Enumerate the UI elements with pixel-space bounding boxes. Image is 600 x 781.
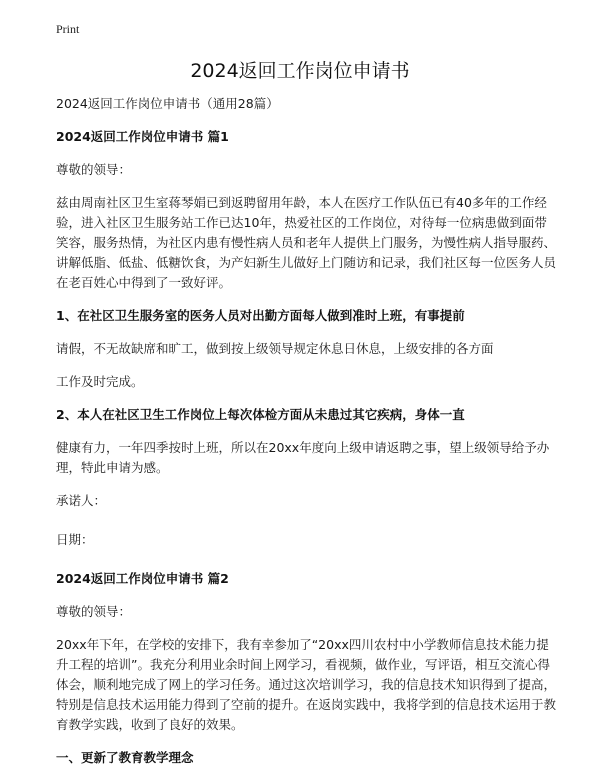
section-heading-part2: 2024返回工作岗位申请书 篇2 [56,571,229,586]
paragraph-part1-intro: 兹由周南社区卫生室蒋琴娟已到返聘留用年龄，本人在医疗工作队伍已有40多年的工作经验，进入社区卫生服务站工作已达10年，热爱社区的工作岗位，对待每一位病患做到面带笑容，服务热情，为社区内患有慢性病人员和老年人提供上门服务，为慢性病人指导服药、讲解低脂、低盐、低糖饮食，为产妇新生儿做好上门随访和记录，我们社区每一位医务人员在老百姓心中得到了一致好评。 [56,195,557,290]
section1-heading-part2: 一、更新了教育教学理念 [56,750,194,765]
point1-line2: 工作及时完成。 [56,374,144,389]
greeting-part2: 尊敬的领导： [56,604,132,619]
section-heading-part1: 2024返回工作岗位申请书 篇1 [56,129,229,144]
date-label: 日期： [56,532,94,547]
print-link[interactable]: Print [56,22,80,36]
document-body [56,94,556,781]
paragraph-part2-intro: 20xx年下年，在学校的安排下，我有幸参加了“20xx四川农村中小学教师信息技术能力提升工程的培训”。我充分利用业余时间上网学习，看视频，做作业，写评语，相互交流心得体会，顺利地完成了网上的学习任务。通过这次培训学习，我的信息技术知识得到了提高，特别是信息技术运用能力得到了空前的提升。在返岗实践中，我将学到的信息技术运用于教育教学实践，收到了良好的效果。 [56,637,557,732]
greeting-part1: 尊敬的领导： [56,162,132,177]
point2-heading: 2、本人在社区卫生工作岗位上每次体检方面从未患过其它疾病，身体一直 [56,407,465,422]
document-subtitle: 2024返回工作岗位申请书（通用28篇） [56,96,279,111]
promisor-label: 承诺人： [56,493,107,508]
point2-text: 健康有力，一年四季按时上班，所以在20xx年度向上级申请返聘之事，望上级领导给予办理，特此申请为感。 [56,440,550,475]
page-title: 2024返回工作岗位申请书 [190,60,410,82]
point1-heading: 1、在社区卫生服务室的医务人员对出勤方面每人做到准时上班，有事提前 [56,308,465,323]
point1-line1: 请假，不无故缺席和旷工，做到按上级领导规定休息日休息，上级安排的各方面 [56,341,494,356]
